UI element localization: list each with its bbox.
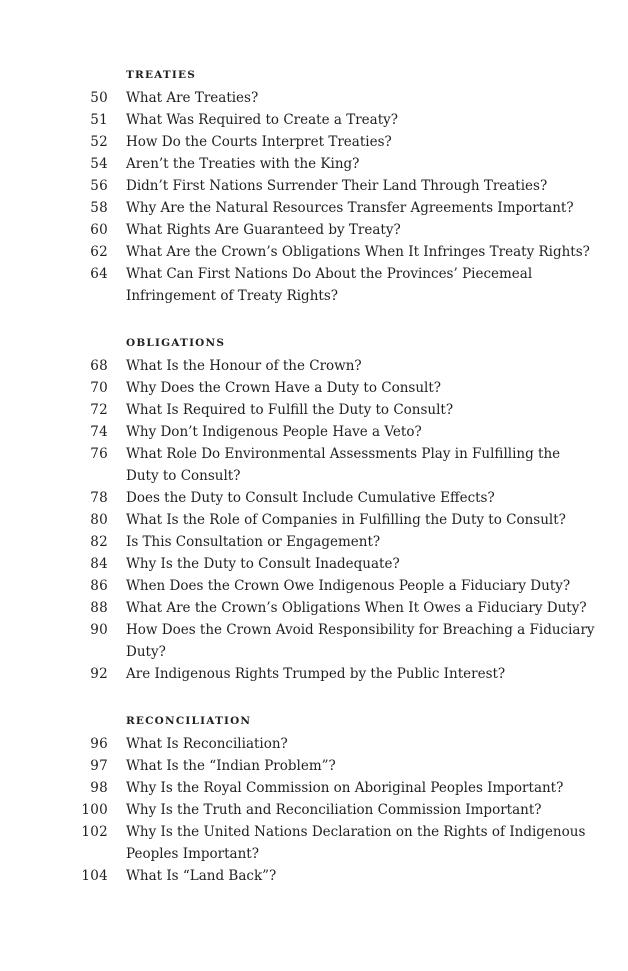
toc-entry <box>0 175 628 197</box>
toc-entry <box>0 421 628 443</box>
entry-title: When Does the Crown Owe Indigenous People a Fiduciary Duty? <box>126 578 571 594</box>
entry-title: What Role Do Environmental Assessments Play in Fulfilling the Duty to Consult? <box>126 446 561 484</box>
entry-page-number: 62 <box>90 244 108 260</box>
entry-title: Does the Duty to Consult Include Cumulative Effects? <box>126 490 495 506</box>
toc-entry <box>0 443 628 487</box>
entry-page-number: 54 <box>90 156 108 172</box>
entry-page-number: 60 <box>90 222 108 238</box>
section-heading: OBLIGATIONS <box>126 337 226 349</box>
toc-entry <box>0 733 628 755</box>
entry-title: Why Is the Truth and Reconciliation Commission Important? <box>126 802 542 818</box>
toc-entry <box>0 399 628 421</box>
entry-page-number: 96 <box>90 736 108 752</box>
entry-page-number: 84 <box>90 556 108 572</box>
toc-entry <box>0 597 628 619</box>
entry-page-number: 100 <box>81 802 108 818</box>
entry-page-number: 80 <box>90 512 108 528</box>
section-heading: TREATIES <box>126 69 197 81</box>
toc-entry <box>0 865 628 887</box>
toc-entry <box>0 799 628 821</box>
entry-title: What Is Required to Fulfill the Duty to Consult? <box>126 402 454 418</box>
toc-entry <box>0 619 628 663</box>
entry-page-number: 86 <box>90 578 108 594</box>
toc-entry <box>0 377 628 399</box>
entry-page-number: 52 <box>90 134 108 150</box>
entry-title: What Are the Crown’s Obligations When It Infringes Treaty Rights? <box>126 244 590 260</box>
entry-page-number: 98 <box>90 780 108 796</box>
entry-title: Didn’t First Nations Surrender Their Land Through Treaties? <box>126 178 548 194</box>
toc-entry <box>0 575 628 597</box>
entry-title: How Does the Crown Avoid Responsibility for Breaching a Fiduciary Duty? <box>126 622 595 660</box>
entry-page-number: 50 <box>90 90 108 106</box>
toc-entry <box>0 553 628 575</box>
toc-entry <box>0 263 628 307</box>
toc-entry <box>0 355 628 377</box>
entry-title: What Is the Honour of the Crown? <box>126 358 362 374</box>
toc-entry <box>0 821 628 865</box>
entry-title: What Is the “Indian Problem”? <box>126 758 336 774</box>
entry-page-number: 104 <box>81 868 108 884</box>
entry-title: Are Indigenous Rights Trumped by the Public Interest? <box>126 666 506 682</box>
entry-title: What Rights Are Guaranteed by Treaty? <box>126 222 401 238</box>
toc-entry <box>0 531 628 553</box>
entry-page-number: 102 <box>81 824 108 840</box>
entry-title: Why Are the Natural Resources Transfer Agreements Important? <box>126 200 574 216</box>
entry-page-number: 70 <box>90 380 108 396</box>
toc-entry <box>0 109 628 131</box>
entry-title: What Is the Role of Companies in Fulfilling the Duty to Consult? <box>126 512 566 528</box>
toc-entry <box>0 755 628 777</box>
entry-title: What Is Reconciliation? <box>126 736 288 752</box>
entry-title: Why Don’t Indigenous People Have a Veto? <box>126 424 422 440</box>
entry-page-number: 76 <box>90 446 108 462</box>
toc-entry <box>0 219 628 241</box>
entry-page-number: 97 <box>90 758 108 774</box>
toc-entry <box>0 487 628 509</box>
toc-entry <box>0 509 628 531</box>
entry-title: Is This Consultation or Engagement? <box>126 534 381 550</box>
toc-entry <box>0 197 628 219</box>
entry-title: Why Is the United Nations Declaration on the Rights of Indigenous Peoples Important? <box>126 824 586 862</box>
entry-page-number: 78 <box>90 490 108 506</box>
toc-entry <box>0 241 628 263</box>
entry-title: What Are Treaties? <box>126 90 259 106</box>
entry-title: What Are the Crown’s Obligations When It Owes a Fiduciary Duty? <box>126 600 587 616</box>
entry-title: What Was Required to Create a Treaty? <box>126 112 398 128</box>
entry-page-number: 51 <box>90 112 108 128</box>
entry-title: Aren’t the Treaties with the King? <box>126 156 360 172</box>
entry-title: What Is “Land Back”? <box>126 868 277 884</box>
toc-entry <box>0 87 628 109</box>
entry-page-number: 88 <box>90 600 108 616</box>
entry-title: How Do the Courts Interpret Treaties? <box>126 134 392 150</box>
entry-page-number: 82 <box>90 534 108 550</box>
entry-title: Why Is the Royal Commission on Aboriginal Peoples Important? <box>126 780 564 796</box>
entry-page-number: 72 <box>90 402 108 418</box>
toc-entry <box>0 663 628 685</box>
entry-page-number: 64 <box>90 266 108 282</box>
entry-title: Why Does the Crown Have a Duty to Consult? <box>126 380 442 396</box>
entry-page-number: 68 <box>90 358 108 374</box>
toc-entry <box>0 153 628 175</box>
entry-page-number: 92 <box>90 666 108 682</box>
entry-title: Why Is the Duty to Consult Inadequate? <box>126 556 400 572</box>
toc-entry <box>0 777 628 799</box>
section-heading: RECONCILIATION <box>126 715 252 727</box>
entry-page-number: 90 <box>90 622 108 638</box>
entry-title: What Can First Nations Do About the Provinces’ Piecemeal Infringement of Treaty Rights? <box>126 266 533 304</box>
entry-page-number: 58 <box>90 200 108 216</box>
entry-page-number: 74 <box>90 424 108 440</box>
toc-entry <box>0 131 628 153</box>
entry-page-number: 56 <box>90 178 108 194</box>
